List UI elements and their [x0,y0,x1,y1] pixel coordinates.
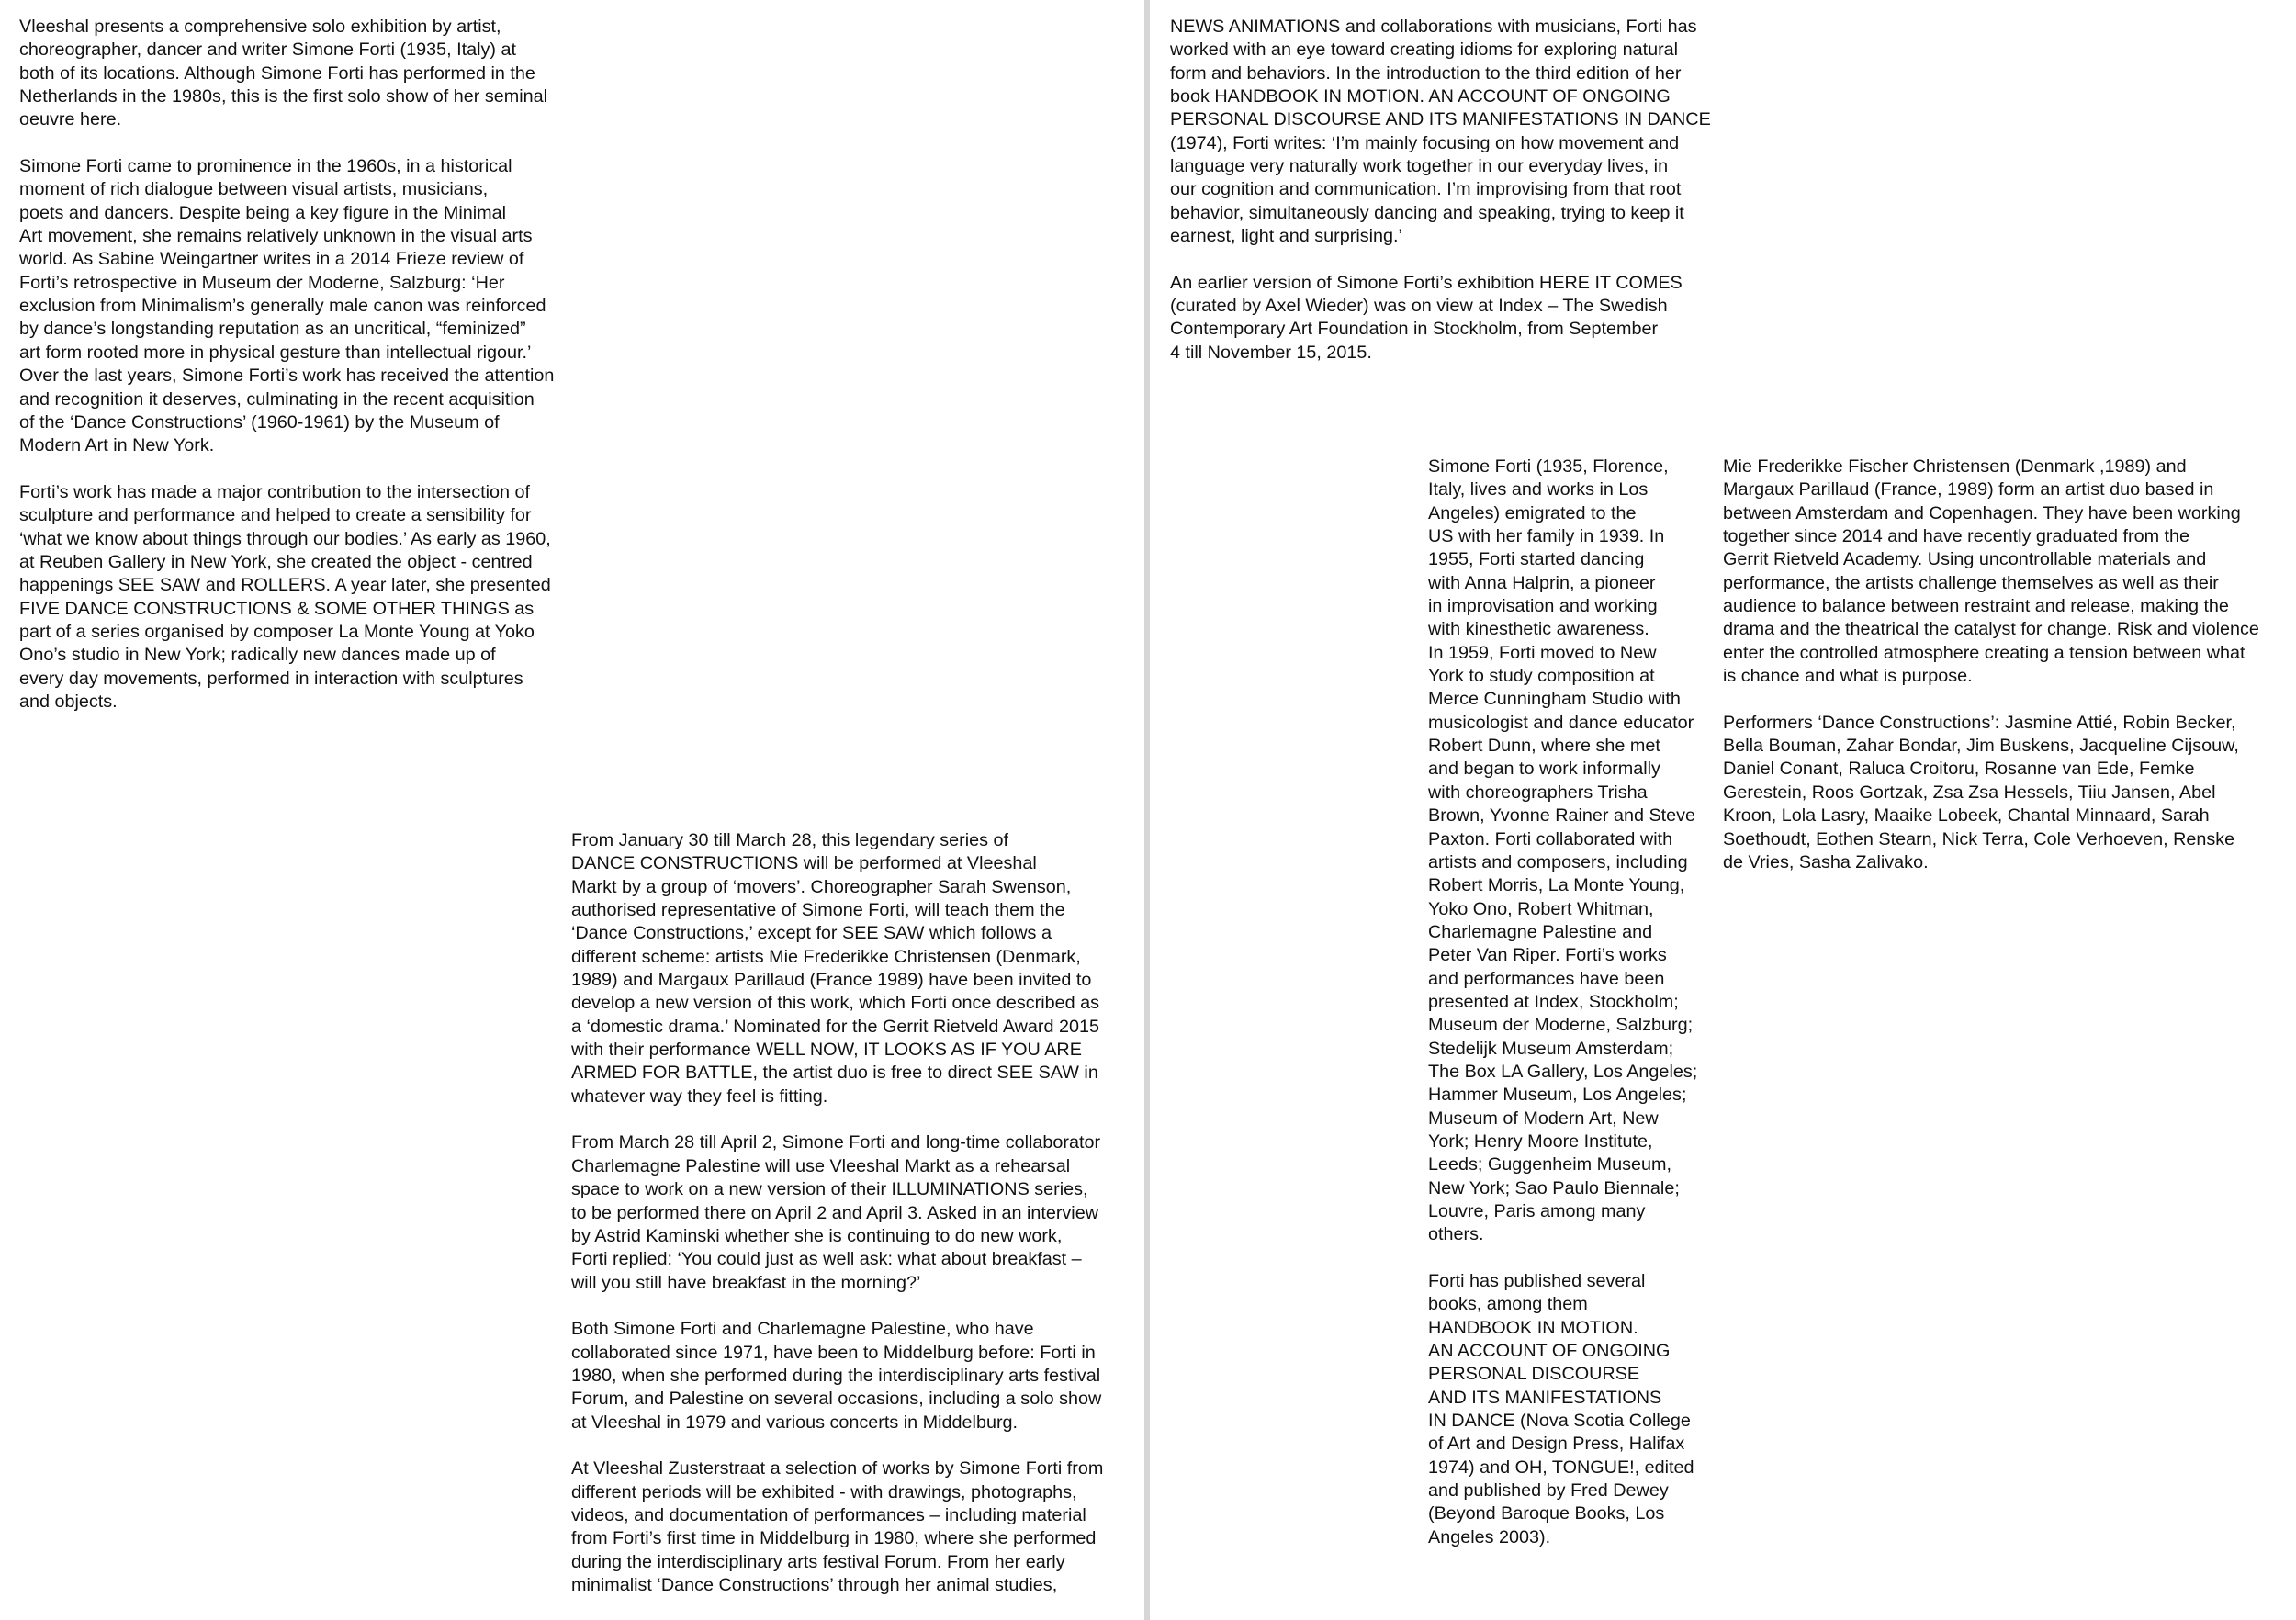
text-line: of the ‘Dance Constructions’ (1960-1961) by the Museum of [19,411,500,433]
text-line: world. As Sabine Weingartner writes in a 2014 Frieze review of [19,249,524,270]
text-line: Soethoudt, Eothen Stearn, Nick Terra, Cole Verhoeven, Renske [1723,828,2235,849]
text-line: and began to work informally [1428,759,1660,780]
text-line: different scheme: artists Mie Frederikke Christensen (Denmark, [571,946,1081,967]
text-line: From January 30 till March 28, this legendary series of [571,830,1009,850]
text-line: others. [1428,1224,1484,1245]
text-line: Kroon, Lola Lasry, Maaike Lobeek, Chantal Minnaard, Sarah [1723,805,2210,827]
text-line: presented at Index, Stockholm; [1428,991,1679,1012]
text-line: book HANDBOOK IN MOTION. AN ACCOUNT OF ONGOING [1170,86,1671,107]
text-line: The Box LA Gallery, Los Angeles; [1428,1061,1698,1082]
text-line: Margaux Parillaud (France, 1989) form an artist duo based in [1723,479,2214,501]
text-line: ‘Dance Constructions,’ except for SEE SAW which follows a [571,923,1052,944]
text-line: Vleeshal presents a comprehensive solo exhibition by artist, [19,17,501,37]
text-line: exclusion from Minimalism’s generally male canon was reinforced [19,296,546,317]
text-line: space to work on a new version of their ILLUMINATIONS series, [571,1179,1088,1200]
text-line: and recognition it deserves, culminating in the recent acquisition [19,388,535,410]
text-line: every day movements, performed in interaction with sculptures [19,668,523,689]
text-line: AND ITS MANIFESTATIONS [1428,1387,1662,1408]
text-line: collaborated since 1971, have been to Middelburg before: Forti in [571,1342,1096,1363]
text-line: Hammer Museum, Los Angeles; [1428,1085,1687,1106]
text-line: audience to balance between restraint and release, making the [1723,596,2229,617]
text-line: de Vries, Sasha Zalivako. [1723,851,1929,872]
text-line: books, among them [1428,1294,1588,1315]
text-line: Leeds; Guggenheim Museum, [1428,1154,1671,1176]
text-line: from Forti’s first time in Middelburg in 1980, where she performed [571,1528,1097,1549]
text-line: part of a series organised by composer La Monte Young at Yoko [19,621,535,642]
text-line: AN ACCOUNT OF ONGOING [1428,1341,1671,1362]
text-line: US with her family in 1939. In [1428,526,1665,547]
paragraph [19,155,580,457]
text-line: PERSONAL DISCOURSE AND ITS MANIFESTATIONS IN DANCE [1170,109,1711,130]
text-line: 1989) and Margaux Parillaud (France 1989) have been invited to [571,970,1092,991]
text-line: worked with an eye toward creating idioms for exploring natural [1170,39,1679,61]
text-line: with kinesthetic awareness. [1428,619,1649,640]
text-line: art form rooted more in physical gesture than intellectual rigour.’ [19,342,532,363]
text-line: Italy, lives and works in Los [1428,479,1649,501]
text-line: videos, and documentation of performances – including material [571,1504,1086,1525]
text-line: Modern Art in New York. [19,435,215,456]
text-line: (curated by Axel Wieder) was on view at Index – The Swedish [1170,296,1668,317]
text-line: Both Simone Forti and Charlemagne Palestine, who have [571,1319,1034,1340]
paragraph [1170,16,1739,248]
text-line: at Reuben Gallery in New York, she created the object - centred [19,551,533,572]
text-line: form and behaviors. In the introduction to the third edition of her [1170,62,1682,84]
page-gutter-divider [1144,0,1150,1620]
text-line: Forti replied: ‘You could just as well ask: what about breakfast – [571,1249,1082,1270]
text-line: authorised representative of Simone Forti, will teach them the [571,900,1065,921]
text-line: both of its locations. Although Simone Forti has performed in the [19,62,535,84]
text-line: In 1959, Forti moved to New [1428,642,1657,663]
text-line: different periods will be exhibited - with drawings, photographs, [571,1481,1077,1502]
text-line: Forti’s work has made a major contribution to the intersection of [19,481,530,502]
text-line: Robert Dunn, where she met [1428,736,1660,757]
text-line: Museum of Modern Art, New [1428,1108,1659,1129]
paragraph [1428,456,1713,1247]
text-line: musicologist and dance educator [1428,712,1694,733]
text-line: to be performed there on April 2 and April 3. Asked in an interview [571,1202,1098,1223]
text-line: drama and the theatrical the catalyst for change. Risk and violence [1723,619,2259,640]
text-line: Art movement, she remains relatively unknown in the visual arts [19,226,533,247]
text-line: Forum, and Palestine on several occasions, including a solo show [571,1389,1102,1410]
text-line: with Anna Halprin, a pioneer [1428,572,1656,593]
text-line: Brown, Yvonne Rainer and Steve [1428,805,1696,827]
paragraph [1723,456,2283,688]
text-line: Daniel Conant, Raluca Croitoru, Rosanne van Ede, Femke [1723,759,2195,780]
paragraph [571,829,1131,1108]
text-line: PERSONAL DISCOURSE [1428,1364,1640,1385]
text-line: Yoko Ono, Robert Whitman, [1428,898,1654,919]
text-line: Contemporary Art Foundation in Stockholm, from September [1170,319,1659,340]
text-line: (1974), Forti writes: ‘I’m mainly focusing on how movement and [1170,132,1680,153]
text-line: Markt by a group of ‘movers’. Choreographer Sarah Swenson, [571,876,1072,897]
text-line: New York; Sao Paulo Biennale; [1428,1177,1680,1198]
text-line: choreographer, dancer and writer Simone Forti (1935, Italy) at [19,39,516,61]
text-line: Netherlands in the 1980s, this is the first solo show of her seminal [19,86,548,107]
paragraph [571,1318,1131,1434]
text-line: Paxton. Forti collaborated with [1428,828,1673,849]
text-line: 1974) and OH, TONGUE!, edited [1428,1457,1694,1478]
text-line: at Vleeshal in 1979 and various concerts in Middelburg. [571,1412,1019,1433]
text-line: poets and dancers. Despite being a key figure in the Minimal [19,202,506,223]
text-line: ARMED FOR BATTLE, the artist duo is free to direct SEE SAW in [571,1063,1098,1084]
paragraph [571,1131,1131,1294]
text-line: York to study composition at [1428,666,1655,687]
text-line: Forti’s retrospective in Museum der Moderne, Salzburg: ‘Her [19,272,505,293]
artist-bio-column [1428,456,1713,1549]
text-line: sculpture and performance and helped to create a sensibility for [19,505,532,526]
text-line: and performances have been [1428,968,1665,989]
text-column-b [571,829,1131,1597]
text-line: will you still have breakfast in the morning?’ [571,1272,921,1293]
text-line: York; Henry Moore Institute, [1428,1131,1653,1152]
text-line: develop a new version of this work, which Forti once described as [571,993,1100,1014]
text-line: Forti has published several [1428,1271,1646,1292]
text-line: with their performance WELL NOW, IT LOOKS AS IF YOU ARE [571,1040,1082,1061]
text-line: Gerrit Rietveld Academy. Using uncontrollable materials and [1723,549,2207,570]
text-line: with choreographers Trisha [1428,782,1648,803]
text-column-c [1170,16,1739,365]
text-line: From March 28 till April 2, Simone Forti and long-time collaborator [571,1132,1101,1153]
text-line: by Astrid Kaminski whether she is continuing to do new work, [571,1225,1063,1246]
paragraph [19,16,580,132]
text-line: FIVE DANCE CONSTRUCTIONS & SOME OTHER THINGS as [19,598,535,619]
text-line: An earlier version of Simone Forti’s exhibition HERE IT COMES [1170,272,1683,293]
paragraph [1170,272,1739,365]
text-line: Gerestein, Roos Gortzak, Zsa Zsa Hessels, Tiiu Jansen, Abel [1723,782,2216,803]
text-line: enter the controlled atmosphere creating a tension between what [1723,642,2245,663]
text-line: DANCE CONSTRUCTIONS will be performed at Vleeshal [571,853,1037,874]
text-line: 4 till November 15, 2015. [1170,342,1372,363]
text-line: a ‘domestic drama.’ Nominated for the Gerrit Rietveld Award 2015 [571,1016,1100,1037]
text-line: is chance and what is purpose. [1723,666,1973,687]
paragraph [1428,1270,1713,1549]
text-line: artists and composers, including [1428,851,1688,872]
text-line: IN DANCE (Nova Scotia College [1428,1411,1691,1432]
text-line: Over the last years, Simone Forti’s work has received the attention [19,366,555,387]
text-line: Simone Forti (1935, Florence, [1428,456,1669,477]
text-line: Bella Bouman, Zahar Bondar, Jim Buskens, Jacqueline Cijsouw, [1723,736,2239,757]
paragraph [19,481,580,714]
text-line: and published by Fred Dewey [1428,1480,1669,1502]
text-line: ‘what we know about things through our bodies.’ As early as 1960, [19,528,551,549]
text-line: Ono’s studio in New York; radically new dances made up of [19,645,496,666]
text-line: during the interdisciplinary arts festival Forum. From her early [571,1551,1065,1572]
text-line: 1955, Forti started dancing [1428,549,1645,570]
text-line: happenings SEE SAW and ROLLERS. A year later, she presented [19,575,551,596]
text-line: Stedelijk Museum Amsterdam; [1428,1038,1674,1059]
text-line: Simone Forti came to prominence in the 1960s, in a historical [19,156,512,177]
text-line: (Beyond Baroque Books, Los [1428,1503,1665,1524]
text-line: together since 2014 and have recently graduated from the [1723,526,2190,547]
text-line: oeuvre here. [19,109,122,130]
text-line: Angeles) emigrated to the [1428,502,1637,523]
text-line: Mie Frederikke Fischer Christensen (Denmark ,1989) and [1723,456,2187,477]
paragraph [571,1457,1131,1597]
text-line: Performers ‘Dance Constructions’: Jasmine Attié, Robin Becker, [1723,712,2236,733]
text-line: performance, the artists challenge themselves as well as their [1723,572,2219,593]
text-line: NEWS ANIMATIONS and collaborations with musicians, Forti has [1170,17,1697,37]
text-line: Louvre, Paris among many [1428,1201,1646,1221]
text-line: of Art and Design Press, Halifax [1428,1434,1685,1455]
text-line: Charlemagne Palestine and [1428,921,1653,942]
text-line: minimalist ‘Dance Constructions’ through her animal studies, [571,1575,1058,1595]
text-line: moment of rich dialogue between visual artists, musicians, [19,179,489,200]
text-line: Peter Van Riper. Forti’s works [1428,945,1667,966]
text-line: behavior, simultaneously dancing and speaking, trying to keep it [1170,202,1684,223]
text-line: our cognition and communication. I’m improvising from that root [1170,179,1682,200]
text-line: and objects. [19,691,118,712]
text-line: between Amsterdam and Copenhagen. They have been working [1723,502,2241,523]
text-line: by dance’s longstanding reputation as an uncritical, “feminized” [19,319,526,340]
text-line: Angeles 2003). [1428,1526,1551,1547]
text-line: earnest, light and surprising.’ [1170,226,1402,247]
text-line: whatever way they feel is fitting. [571,1086,828,1107]
text-line: Charlemagne Palestine will use Vleeshal Markt as a rehearsal [571,1155,1071,1176]
text-line: Merce Cunningham Studio with [1428,689,1681,710]
text-line: Museum der Moderne, Salzburg; [1428,1015,1694,1036]
text-line: Robert Morris, La Monte Young, [1428,875,1685,896]
text-column-a [19,16,580,714]
text-line: HANDBOOK IN MOTION. [1428,1317,1638,1338]
text-line: At Vleeshal Zusterstraat a selection of works by Simone Forti from [571,1458,1104,1479]
duo-and-performers-column [1723,456,2283,874]
paragraph [1723,712,2283,874]
text-line: in improvisation and working [1428,596,1658,617]
text-line: 1980, when she performed during the interdisciplinary arts festival [571,1365,1101,1386]
text-line: language very naturally work together in our everyday lives, in [1170,156,1669,177]
